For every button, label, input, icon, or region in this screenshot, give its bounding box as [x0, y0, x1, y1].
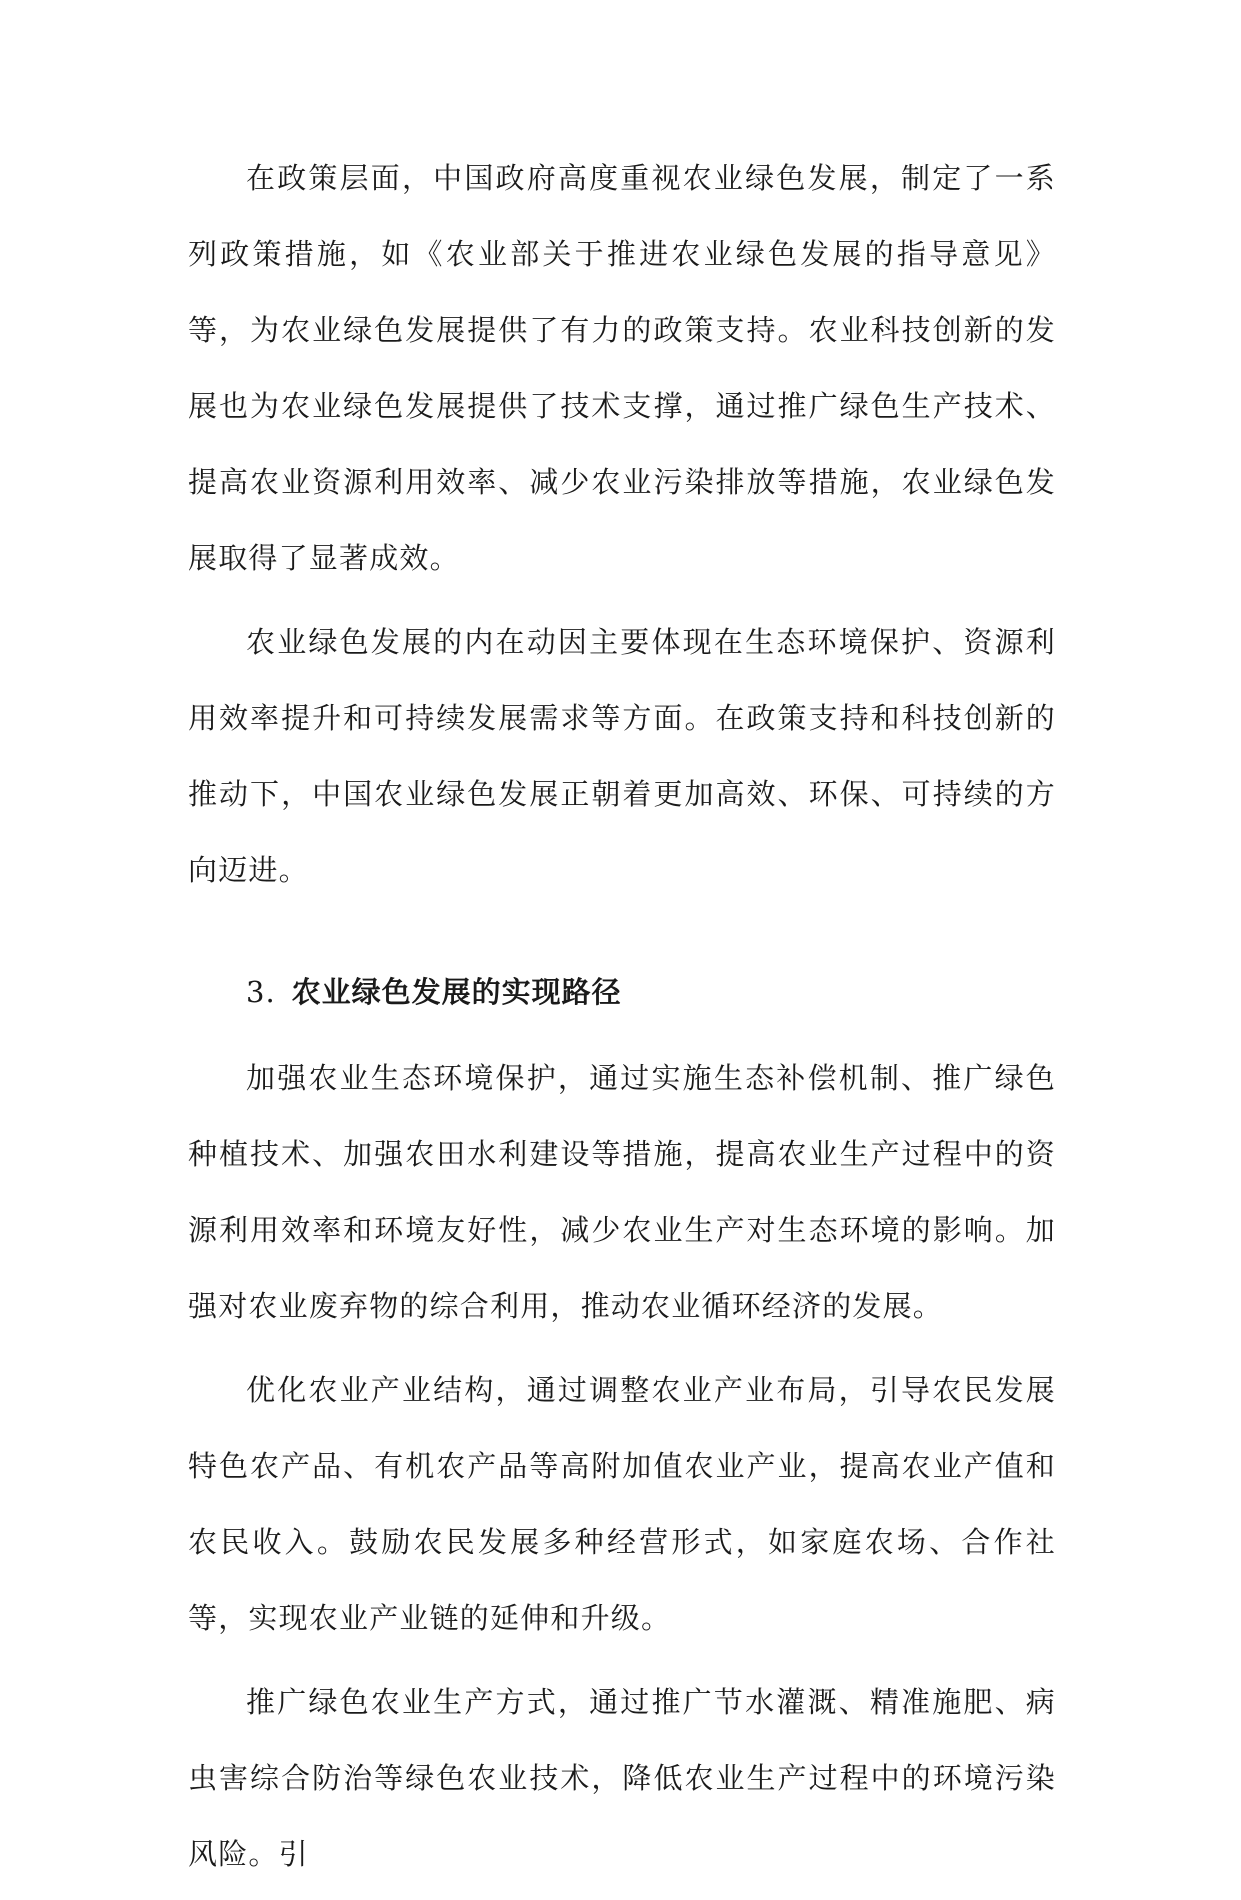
section-number: 3. [246, 975, 276, 1009]
paragraph-green-production: 推广绿色农业生产方式，通过推广节水灌溉、精准施肥、病虫害综合防治等绿色农业技术，降低农业生产过程中的环境污染风险。引 [188, 1685, 1056, 1871]
paragraph-industry-structure: 优化农业产业结构，通过调整农业产业布局，引导农民发展特色农产品、有机农产品等高附加值农业产业，提高农业产值和农民收入。鼓励农民发展多种经营形式，如家庭农场、合作社等，实现农业产业链的延伸和升级。 [188, 1373, 1056, 1635]
paragraph-policy-support: 在政策层面，中国政府高度重视农业绿色发展，制定了一系列政策措施，如《农业部关于推进农业绿色发展的指导意见》等，为农业绿色发展提供了有力的政策支持。农业科技创新的发展也为农业绿色发展提供了技术支撑，通过推广绿色生产技术、提高农业资源利用效率、减少农业污染排放等措施，农业绿色发展取得了显著成效。 [188, 161, 1056, 575]
section-heading [188, 954, 1056, 1030]
paragraph-internal-drivers: 农业绿色发展的内在动因主要体现在生态环境保护、资源利用效率提升和可持续发展需求等方面。在政策支持和科技创新的推动下，中国农业绿色发展正朝着更加高效、环保、可持续的方向迈进。 [188, 625, 1056, 887]
document-body [188, 140, 1056, 1900]
section-title: 农业绿色发展的实现路径 [291, 975, 622, 1009]
paragraph-ecological-protection: 加强农业生态环境保护，通过实施生态补偿机制、推广绿色种植技术、加强农田水利建设等措施，提高农业生产过程中的资源利用效率和环境友好性，减少农业生产对生态环境的影响。加强对农业废弃物的综合利用，推动农业循环经济的发展。 [188, 1061, 1056, 1323]
